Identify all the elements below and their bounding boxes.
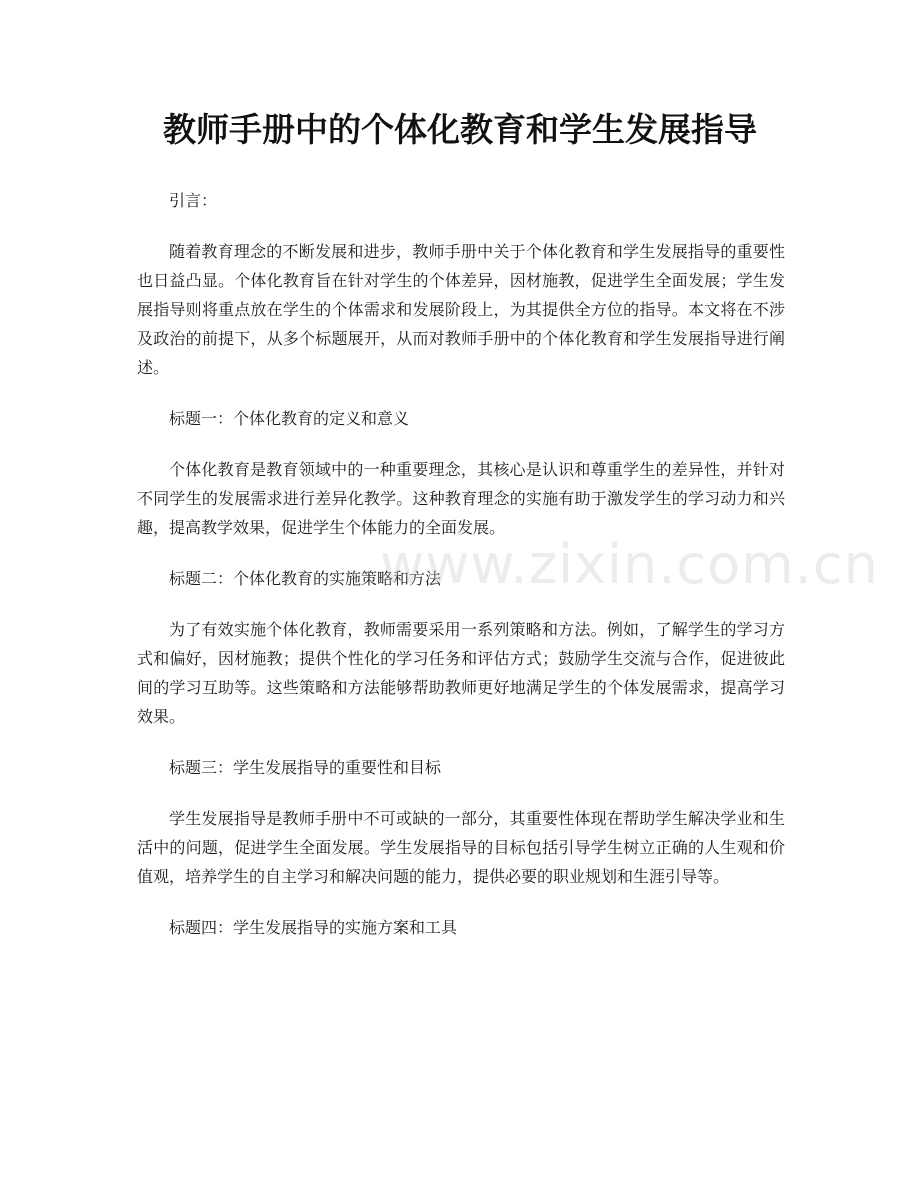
section-paragraph-2: 为了有效实施个体化教育，教师需要采用一系列策略和方法。例如，了解学生的学习方式和偏好，因材施教；提供个性化的学习任务和评估方式；鼓励学生交流与合作，促进彼此间的学习互助等。这些策略和方法能够帮助教师更好地满足学生的个体发展需求，提高学习效果。	[137, 620, 785, 726]
section-heading-4: 标题四：学生发展指导的实施方案和工具	[169, 918, 458, 937]
watermark: www.zixin.com.cn	[380, 533, 879, 596]
document-title: 教师手册中的个体化教育和学生发展指导	[163, 110, 757, 149]
section-heading-3: 标题三：学生发展指导的重要性和目标	[169, 758, 442, 777]
section-paragraph-3: 学生发展指导是教师手册中不可或缺的一部分，其重要性体现在帮助学生解决学业和生活中的问题，促进学生全面发展。学生发展指导的目标包括引导学生树立正确的人生观和价值观，培养学生的自主学习和解决问题的能力，提供必要的职业规划和生涯引导等。	[137, 809, 785, 886]
section-paragraph-1: 个体化教育是教育领域中的一种重要理念，其核心是认识和尊重学生的差异性，并针对不同学生的发展需求进行差异化教学。这种教育理念的实施有助于激发学生的学习动力和兴趣，提高教学效果，促进学生个体能力的全面发展。	[137, 460, 785, 537]
intro-paragraph: 随着教育理念的不断发展和进步，教师手册中关于个体化教育和学生发展指导的重要性也日益凸显。个体化教育旨在针对学生的个体差异，因材施教，促进学生全面发展；学生发展指导则将重点放在学生的个体需求和发展阶段上，为其提供全方位的指导。本文将在不涉及政治的前提下，从多个标题展开，从而对教师手册中的个体化教育和学生发展指导进行阐述。	[137, 242, 785, 377]
section-heading-1: 标题一：个体化教育的定义和意义	[169, 409, 410, 428]
intro-label: 引言：	[169, 191, 218, 210]
document-body	[137, 186, 879, 942]
section-heading-2: 标题二：个体化教育的实施策略和方法	[169, 569, 442, 588]
